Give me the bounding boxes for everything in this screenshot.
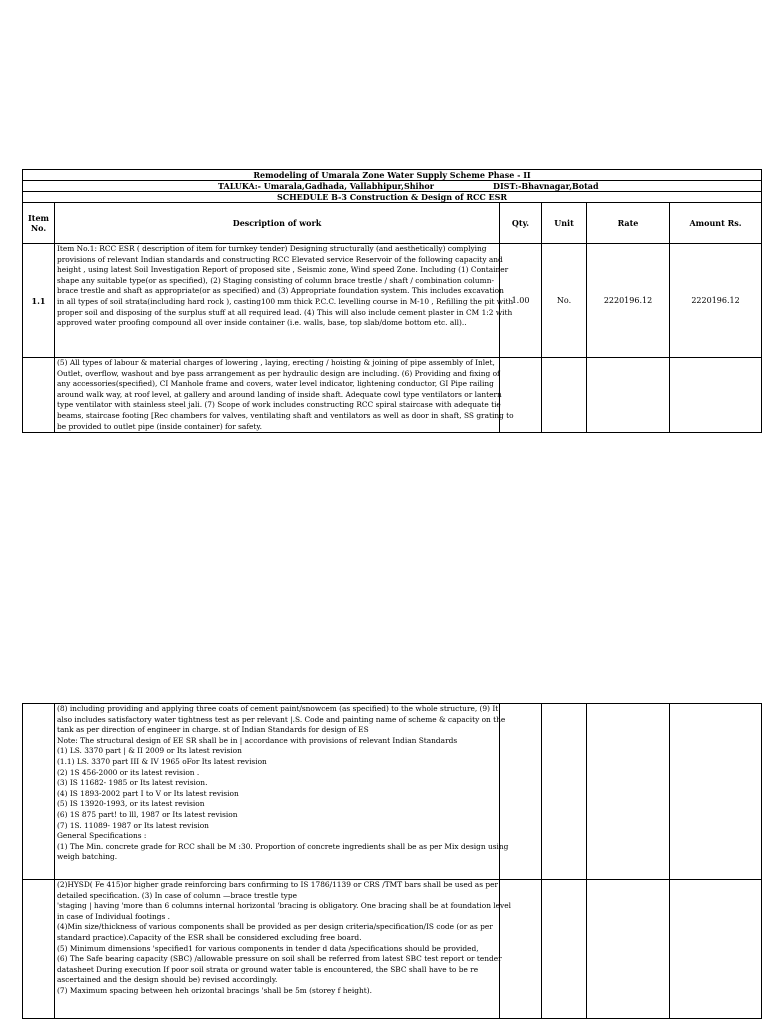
schedule-table-top — [22, 169, 762, 433]
work-description — [55, 880, 511, 1019]
empty-cell — [587, 358, 670, 433]
description-line: around walk way, at roof level, at gallery and around landing of inside shaft. Adequate cowl type ventilators or lantern — [57, 389, 502, 399]
description-line: approved water proofing compound all over inside container (i.e. walls, base, top slab/dome bottom etc. all).. — [57, 318, 467, 328]
description-line: weigh batching. — [57, 852, 118, 862]
empty-cell — [542, 880, 587, 1019]
work-description — [55, 358, 514, 433]
description-line: ascertained and the design should be) revised accordingly. — [57, 975, 278, 985]
description-line: Item No.1: RCC ESR ( description of item for turnkey tender) Designing structurally (and aesthetically) complying — [57, 244, 487, 253]
dist-label: DIST:-Bhavnagar,Botad — [493, 181, 599, 191]
col-amount: Amount Rs. — [670, 203, 762, 244]
document-title: Remodeling of Umarala Zone Water Supply Scheme Phase - II — [23, 170, 762, 181]
description-line: (8) including providing and applying three coats of cement paint/snowcem (as specified) to the whole structure, (9) It — [57, 704, 499, 713]
description-line: height , using latest Soil Investigation Report of proposed site , Seismic zone, Wind speed Zone. Including (1) Container — [57, 265, 509, 275]
empty-cell — [500, 704, 542, 880]
description-line: (4) IS 1893-2002 part I to V or Its latest revision — [57, 788, 239, 798]
col-qty: Qty. — [500, 203, 542, 244]
description-line: (7) Maximum spacing between heh orizontal bracings 'shall be 5m (storey f height). — [57, 985, 372, 995]
description-line: (4)Min size/thickness of various components shall be provided as per design criteria/specification/IS code (or as per — [57, 922, 493, 932]
description-line: 'staging | having 'more than 6 columns internal horizontal 'bracing is obligatory. One bracing shall be at foundation level — [57, 901, 511, 911]
empty-cell — [500, 358, 542, 433]
description-line: (6) The Safe bearing capacity (SBC) /allowable pressure on soil shall be referred from latest SBC test report or tender — [57, 954, 502, 964]
item-number: 1.1 — [23, 244, 55, 358]
description-line: (3) IS 11682- 1985 or Its latest revision. — [57, 778, 208, 788]
description-line: detailed specification. (3) In case of column —brace trestle type — [57, 890, 297, 900]
empty-cell — [670, 880, 762, 1019]
description-line: (2) 1S 456-2000 or its latest revision . — [57, 767, 200, 777]
col-rate: Rate — [587, 203, 670, 244]
col-item-no: Item No. — [23, 203, 55, 244]
work-description — [55, 244, 514, 358]
description-line: provisions of relevant Indian standards and constructing RCC Elevated service Reservoir of the following capacity and — [57, 254, 503, 264]
description-line: in case of Individual footings . — [57, 911, 170, 921]
empty-cell — [542, 704, 587, 880]
table-row — [23, 880, 762, 1019]
column-header-row — [23, 203, 762, 244]
empty-cell — [542, 358, 587, 433]
empty-cell — [23, 880, 55, 1019]
description-line: (7) 1S. 11089- 1987 or Its latest revision — [57, 820, 209, 830]
description-line: Note: The structural design of EE SR shall be in | accordance with provisions of relevant Indian Standards — [57, 735, 458, 745]
description-line: tank as per direction of engineer in charge. st of Indian Standards for design of ES — [57, 725, 369, 735]
description-line: brace trestle and shaft as appropriate(or as specified) and (3) Appropriate foundation system. This includes excavation — [57, 286, 504, 296]
work-description — [55, 704, 509, 880]
empty-cell — [23, 704, 55, 880]
description-line: (1) The Min. concrete grade for RCC shall be M :30. Proportion of concrete ingredients shall be as per Mix design using — [57, 841, 509, 851]
taluka-label: TALUKA:- Umarala,Gadhada, Vallabhipur,Shihor — [218, 181, 434, 191]
description-line: (2)HYSD( Fe 415)or higher grade reinforcing bars confirming to IS 1786/1139 or CRS /TMT bars shall be used as per — [57, 880, 498, 889]
description-line: any accessories(specified), CI Manhole frame and covers, water level indicator, lightening conductor, GI Pipe railing — [57, 379, 494, 389]
description-line: be provided to outlet pipe (inside container) for safety. — [57, 421, 262, 431]
empty-cell — [587, 880, 670, 1019]
description-line: proper soil and disposing of the surplus stuff at all required lead. (4) This will also include cement plaster in CM 1:2 with — [57, 307, 513, 317]
amount: 2220196.12 — [670, 244, 762, 358]
table-row — [23, 358, 762, 433]
schedule-table-bottom — [22, 703, 762, 1019]
description-line: also includes satisfactory water tightness test as per relevant |.S. Code and painting name of scheme & capacity on the — [57, 714, 506, 724]
quantity: 1.00 — [500, 244, 542, 358]
schedule-title: SCHEDULE B-3 Construction & Design of RCC ESR — [23, 192, 762, 203]
rate: 2220196.12 — [587, 244, 670, 358]
unit: No. — [542, 244, 587, 358]
empty-cell — [23, 358, 55, 433]
table-row — [23, 704, 762, 880]
description-line: standard practice).Capacity of the ESR shall be considered excluding free board. — [57, 932, 362, 942]
description-line: in all types of soil strata(including hard rock ), casting100 mm thick P.C.C. levelling course in M-10 , Refilling the pit with — [57, 296, 514, 306]
description-line: (5) Minimum dimensions 'specified1 for various components in tender d data /specifications should be provided, — [57, 943, 479, 953]
description-line: datasheet During execution If poor soil strata or ground water table is encountered, the SBC shall have to be re — [57, 964, 479, 974]
description-line: (1) LS. 3370 part | & II 2009 or Its latest revision — [57, 746, 242, 756]
empty-cell — [587, 704, 670, 880]
description-line: General Specifications : — [57, 831, 147, 841]
description-line: type ventilator with stainless steel jali. (7) Scope of work includes constructing RCC spiral staircase with adequate tie — [57, 400, 501, 410]
description-line: (5) All types of labour & material charges of lowering , laying, erecting / hoisting & joining of pipe assembly of Inlet, — [57, 358, 495, 367]
description-line: shape any suitable type(or as specified), (2) Staging consisting of column brace trestle / shaft / combination column- — [57, 275, 494, 285]
col-description: Description of work — [55, 203, 500, 244]
description-line: beams, staircase footing [Rec chambers for valves, ventilating shaft and ventilators as well as door in shaft, SS grating to — [57, 410, 514, 420]
table-row — [23, 244, 762, 358]
col-unit: Unit — [542, 203, 587, 244]
description-line: (5) IS 13920-1993, or its latest revision — [57, 799, 205, 809]
description-line: Outlet, overflow, washout and bye pass arrangement as per hydraulic design are including. (6) Providing and fixing of — [57, 368, 500, 378]
description-line: (1.1) LS. 3370 part III & IV 1965 oFor Its latest revision — [57, 756, 267, 766]
empty-cell — [670, 358, 762, 433]
location-line — [23, 181, 762, 192]
description-line: (6) 1S 875 part! to lll, 1987 or Its latest revision — [57, 809, 238, 819]
empty-cell — [670, 704, 762, 880]
